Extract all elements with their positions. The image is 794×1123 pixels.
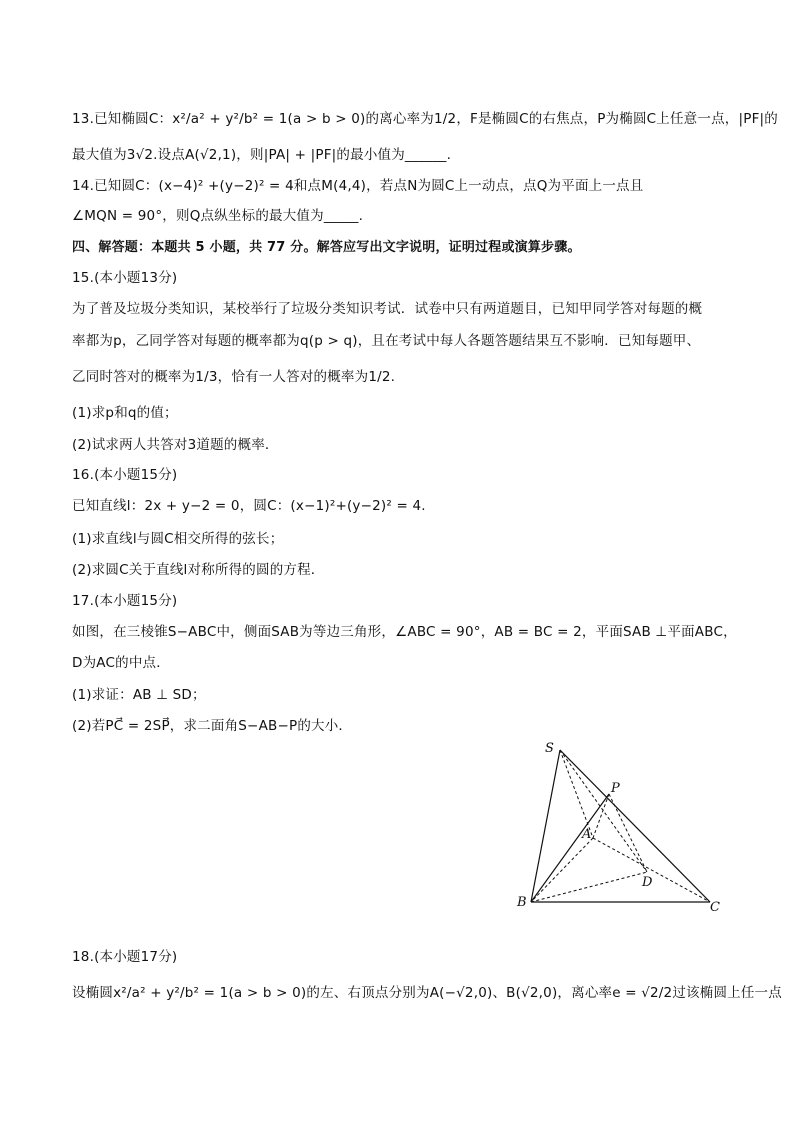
q17-sub1: (1)求证：AB ⊥ SD；: [72, 687, 206, 703]
q18-title: 18.(本小题17分): [72, 949, 178, 965]
label-B: B: [517, 895, 527, 910]
pyramid-diagram: [505, 738, 725, 916]
q17-line2: D为AC的中点．: [72, 655, 170, 671]
q15-line2: 率都为p，乙同学答对每题的概率都为q(p > q)，且在考试中每人各题答题结果互不影响．已知每题甲、: [72, 333, 701, 349]
edge-AB: [531, 838, 593, 902]
q16-sub2: (2)求圆C关于直线l对称所得的圆的方程．: [72, 562, 325, 578]
q13-line2: 最大值为3√2.设点A(√2,1)，则|PA| + |PF|的最小值为______.: [72, 147, 452, 163]
label-P: P: [611, 781, 620, 796]
edge-SA: [560, 750, 593, 838]
edge-SD: [560, 750, 647, 872]
q15-sub2: (2)试求两人共答对3道题的概率．: [72, 437, 279, 453]
q13-line1: 13.已知椭圆C：x²/a² + y²/b² = 1(a > b > 0)的离心率为1/2，F是椭圆C的右焦点，P为椭圆C上任意一点，|PF|的: [72, 111, 778, 127]
q16-sub1: (1)求直线l与圆C相交所得的弦长；: [72, 531, 284, 547]
edge-PA: [593, 794, 609, 838]
q15-sub1: (1)求p和q的值；: [72, 405, 178, 421]
section4-header: 四、解答题：本题共 5 小题，共 77 分。解答应写出文字说明，证明过程或演算步骤。: [72, 240, 581, 255]
pyramid-figure: [505, 738, 725, 916]
label-A: A: [582, 827, 592, 842]
label-S: S: [545, 741, 554, 756]
q16-title: 16.(本小题15分): [72, 467, 178, 483]
edge-AC: [593, 838, 710, 902]
edge-SC: [560, 750, 710, 902]
q15-line1: 为了普及垃圾分类知识，某校举行了垃圾分类知识考试．试卷中只有两道题目，已知甲同学答对每题的概: [72, 301, 703, 317]
q17-sub2: (2)若PC⃗ = 2SP⃗，求二面角S−AB−P的大小．: [72, 718, 353, 734]
q18-line1: 设椭圆x²/a² + y²/b² = 1(a > b > 0)的左、右顶点分别为A(−√2,0)、B(√2,0)，离心率e = √2/2过该椭圆上任一点: [72, 985, 782, 1001]
edge-BD: [531, 872, 647, 902]
q14-line2: ∠MQN = 90°，则Q点纵坐标的最大值为_____.: [72, 208, 364, 224]
q17-line1: 如图，在三棱锥S−ABC中，侧面SAB为等边三角形，∠ABC = 90°，AB = BC = 2，平面SAB ⊥平面ABC，: [72, 624, 737, 640]
q16-line1: 已知直线l：2x + y−2 = 0，圆C：(x−1)²+(y−2)² = 4.: [72, 498, 426, 514]
q15-line3: 乙同时答对的概率为1/3，恰有一人答对的概率为1/2.: [72, 369, 396, 385]
edge-SB: [531, 750, 560, 902]
label-D: D: [642, 875, 653, 890]
edge-BP: [531, 794, 609, 902]
label-C: C: [710, 900, 720, 915]
q17-title: 17.(本小题15分): [72, 593, 178, 609]
q14-line1: 14.已知圆C：(x−4)² +(y−2)² = 4和点M(4,4)，若点N为圆C上一动点，点Q为平面上一点且: [72, 178, 644, 194]
q15-title: 15.(本小题13分): [72, 270, 178, 286]
